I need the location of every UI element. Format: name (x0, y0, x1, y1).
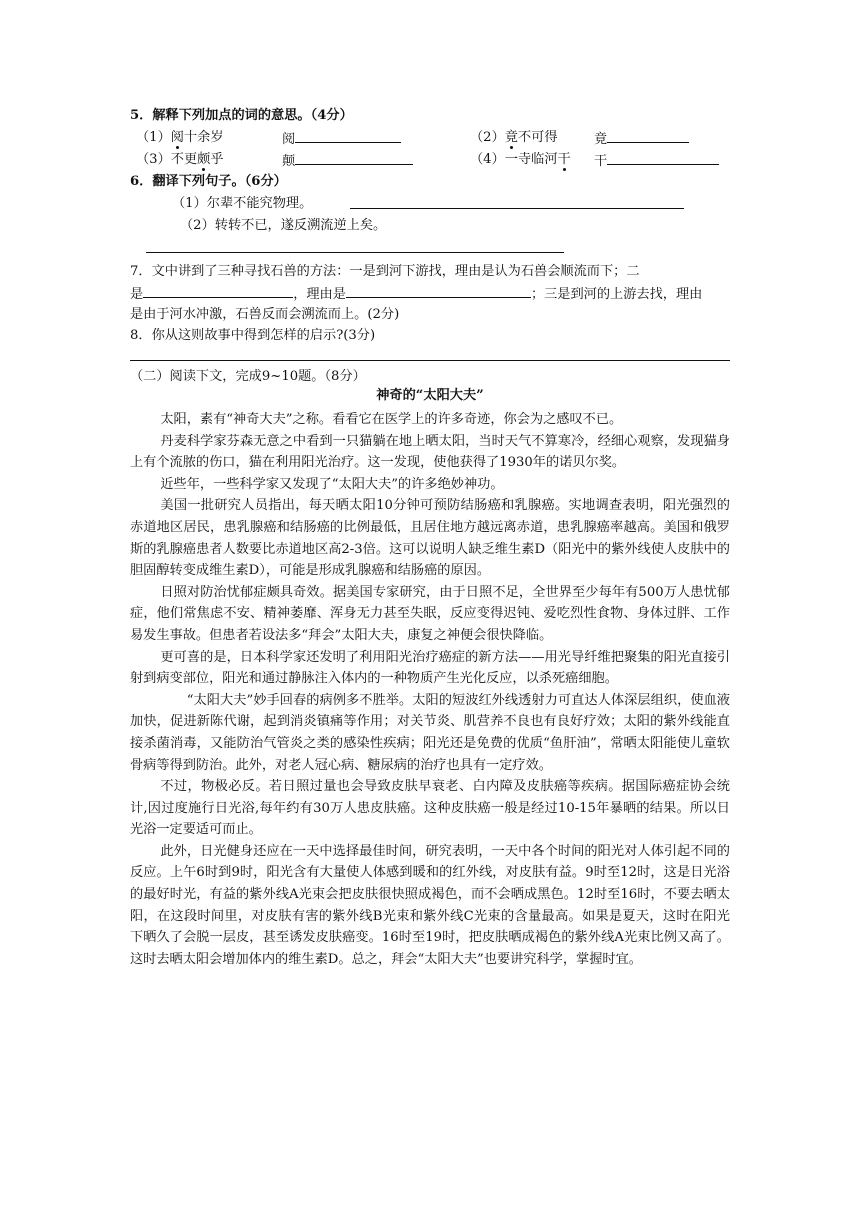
q7-line-1: 7．文中讲到了三种寻找石兽的方法：一是到河下游找，理由是认为石兽会顺流而下；二 (130, 264, 640, 279)
q7-line-2 (130, 283, 702, 305)
q5-item-2 (470, 128, 558, 148)
article-paragraph-9: 此外，日光健身还应在一天中选择最佳时间，研究表明，一天中各个时间的阳光对人体引起不同的反应。上午6时到9时，阳光含有大量使人体感到暖和的红外线，对皮肤有益。9时至12时，这是日光浴的最好时光，有益的紫外线A光束会把皮肤很快照成褐色，而不会晒成黑色。12时至16时，不要去晒太阳，在这段时间里，对皮肤有害的紫外线B光束和紫外线C光束的含量最高。如果是夏天，这时在阳光下晒久了会脱一层皮，甚至诱发皮肤癌变。16时至19时，把皮肤晒成褐色的紫外线A光束比例又高了。这时去晒太阳会增加体内的维生素D。总之，拜会“太阳大夫”也要讲究科学，掌握时宜。 (130, 843, 730, 967)
q5-item-2-pre: （2） (470, 130, 505, 145)
q8-text: 8．你从这则故事中得到怎样的启示?(3分) (130, 328, 376, 343)
article-body (130, 409, 730, 970)
q7-line-2-c: ；三是到河的上游去找，理由 (530, 287, 703, 302)
q5-item-3-dotted: 颇 (197, 152, 211, 167)
q5-item-2-dotted: 竟 (504, 130, 518, 145)
article-paragraph-7: “太阳大夫”妙手回春的病例多不胜举。太阳的短波红外线透射力可直达人体深层组织，使血液加快，促进新陈代谢，起到消炎镇痛等作用；对关节炎、肌营养不良也有良好疗效；太阳的紫外线能直接杀菌消毒，又能防治气管炎之类的感染性疾病；阳光还是免费的优质“鱼肝油”，常晒太阳能使儿童软骨病等得到防治。此外，对老人冠心病、糖尿病的治疗也具有一定疗效。 (130, 692, 730, 773)
article-title: 神奇的“太阳大夫” (376, 388, 484, 403)
article-paragraph-8: 不过，物极必反。若日照过量也会导致皮肤早衰老、白内障及皮肤癌等疾病。据国际癌症协会统计,因过度施行日光浴,每年约有30万人患皮肤癌。这种皮肤癌一般是经过10-15年暴晒的结果。所以日光浴一定要适可而止。 (130, 779, 730, 838)
q5-item-2-blank[interactable] (607, 128, 689, 143)
q5-item-1-word-text: 阅 (282, 132, 296, 147)
q5-item-2-word (594, 128, 689, 150)
q5-item-4-word (594, 150, 719, 172)
q5-item-4-pre: （4）一寺临河 (470, 152, 558, 167)
q5-item-1-word (282, 128, 401, 150)
q5-item-4-dotted: 干 (557, 152, 571, 167)
q7-line-2-a: 是 (130, 287, 144, 302)
q5-item-3-word-text: 颠 (282, 154, 296, 169)
article-paragraph-3: 近些年，一些科学家又发现了“太阳大夫”的许多绝妙神功。 (160, 476, 504, 492)
q7-line-2-b: ，理由是 (293, 287, 346, 302)
q5-item-3-blank[interactable] (295, 150, 413, 165)
q5-item-2-post: 不可得 (517, 130, 558, 145)
q5-item-3 (136, 150, 224, 170)
article-paragraph-5: 日照对防治忧郁症颇具奇效。据美国专家研究，由于日照不足，全世界至少每年有500万人患忧郁症，他们常焦虑不安、精神萎靡、浑身无力甚至失眠，反应变得迟钝、爱吃烈性食物、身体过胖、工作易发生事故。但患者若设法多“拜会”太阳大夫，康复之神便会很快降临。 (130, 584, 730, 643)
q5-item-1-post: 十余岁 (183, 130, 224, 145)
article-paragraph-1: 太阳，素有“神奇大夫”之称。看看它在医学上的许多奇迹，你会为之感叹不已。 (160, 412, 623, 427)
q5-item-4-blank[interactable] (607, 150, 719, 165)
q5-item-1-dotted: 阅 (170, 130, 184, 145)
q6-heading: 6．翻译下列句子。（6分） (130, 174, 287, 189)
section2-intro: （二）阅读下文，完成9~10题。（8分） (130, 369, 366, 384)
q5-item-3-word (282, 150, 413, 172)
q6-sentence-2: （2）转转不已，遂反溯流逆上矣。 (180, 218, 387, 233)
q5-item-1-pre: （1） (136, 130, 171, 145)
q6-answer-line-1[interactable] (350, 208, 684, 209)
q5-item-3-post: 乎 (210, 152, 224, 167)
q5-heading: 5．解释下列加点的词的意思。（4分） (130, 108, 353, 123)
q6-sentence-1: （1）尔辈不能究物理。 (172, 196, 313, 211)
article-paragraph-2: 丹麦科学家芬森无意之中看到一只猫躺在地上晒太阳，当时天气不算寒冷，经细心观察，发现猫身上有个流脓的伤口，猫在利用阳光治疗。这一发现，使他获得了1930年的诺贝尔奖。 (130, 433, 730, 471)
q7-blank-1[interactable] (143, 283, 293, 298)
q5-item-3-pre: （3）不更 (136, 152, 198, 167)
q7-blank-2[interactable] (346, 283, 531, 298)
q5-item-4-word-text: 干 (594, 154, 608, 169)
article-paragraph-4: 美国一批研究人员指出，每天晒太阳10分钟可预防结肠癌和乳腺癌。实地调查表明，阳光强烈的赤道地区居民，患乳腺癌和结肠癌的比例最低，且居住地方越远离赤道，患乳腺癌率越高。美国和俄罗斯的乳腺癌患者人数要比赤道地区高2-3倍。这可以说明人缺乏维生素D（阳光中的紫外线使人皮肤中的胆固醇转变成维生素D），可能是形成乳腺癌和结肠癌的原因。 (130, 498, 730, 579)
q8-answer-line[interactable] (130, 360, 730, 361)
article-paragraph-6: 更可喜的是，日本科学家还发明了利用阳光治疗癌症的新方法——用光导纤维把聚集的阳光直接引射到病变部位，阳光和通过静脉注入体内的一种物质产生光化反应，以杀死癌细胞。 (130, 649, 730, 687)
q5-item-4 (470, 150, 571, 170)
q5-item-1-blank[interactable] (295, 128, 401, 143)
q6-answer-line-2[interactable] (146, 252, 564, 253)
q5-item-2-word-text: 竟 (594, 132, 608, 147)
q7-line-3: 是由于河水冲激，石兽反而会溯流而上。(2分) (130, 307, 400, 322)
q5-item-1 (136, 128, 224, 148)
